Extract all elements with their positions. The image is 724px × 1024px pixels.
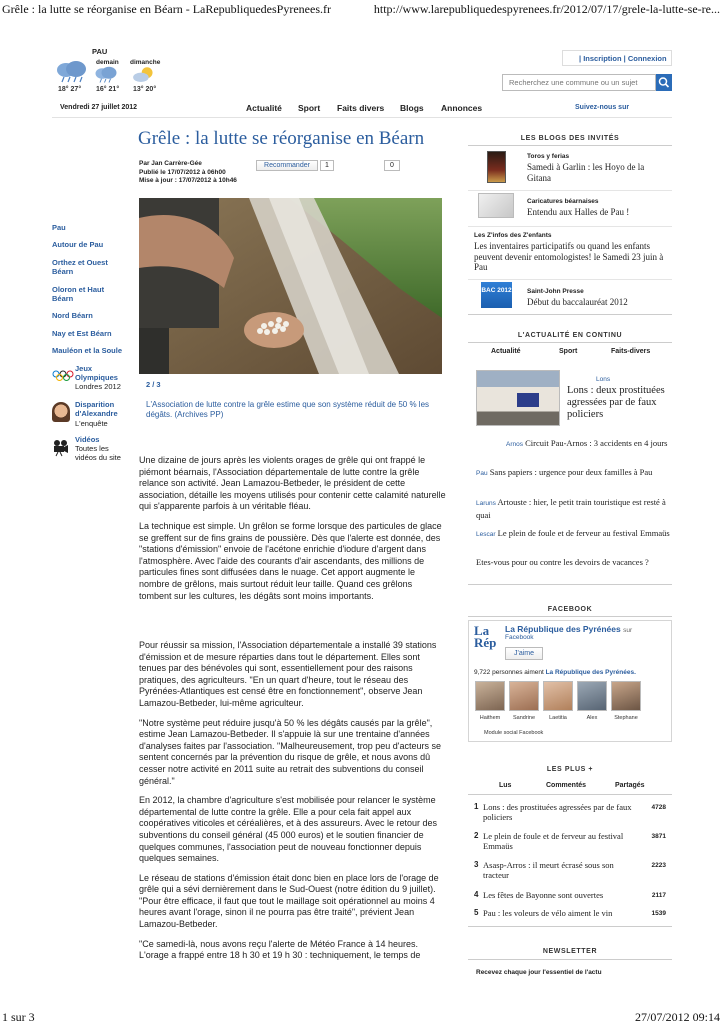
sun-cloud-icon (130, 65, 158, 85)
left-nav-item-nord-bearn[interactable]: Nord Béarn (52, 311, 93, 320)
blog-post-link[interactable]: Début du baccalauréat 2012 (527, 297, 628, 307)
promo-sub: Londres 2012 (75, 382, 121, 391)
section-rule (468, 959, 672, 960)
top-article-title: Pau : les voleurs de vélo aiment le vin (483, 908, 613, 918)
tab-faits-divers[interactable]: Faits-divers (611, 348, 651, 355)
fan-name: Laetitia (549, 715, 567, 721)
article-body-part-1 (139, 455, 447, 610)
left-nav-item-oloron[interactable]: Oloron et Haut Béarn (52, 285, 105, 303)
promo-sub: Toutes les vidéos du site (75, 444, 121, 462)
article-paragraph: "Ce samedi-là, nous avons reçu l'alerte de Météo France à 14 heures. L'orage a frappé entre 18 h 30 et 19 h 30 : techniquement, le temps de (139, 938, 421, 961)
fan-avatar[interactable] (611, 681, 641, 711)
caricature-thumbnail (478, 193, 514, 218)
feed-item-title: Le plein de foule et de ferveur au festival Emmaüs (497, 528, 670, 538)
promo-disparition[interactable]: Disparition d'Alexandre (75, 400, 118, 418)
print-footer-page: 1 sur 3 (2, 1010, 35, 1024)
tab-commentes[interactable]: Commentés (546, 782, 587, 789)
feed-item-poll[interactable]: Etes-vous pour ou contre les devoirs de vacances ? (476, 557, 649, 567)
promo-sub: L'enquête (75, 419, 108, 428)
tab-lus[interactable]: Lus (499, 782, 512, 789)
weather-temps: 18° 27° (58, 86, 82, 93)
facebook-title: FACEBOOK (547, 606, 593, 613)
top-article-count: 1539 (651, 910, 666, 917)
facebook-page-logo (474, 625, 496, 649)
promo-jeux-olympiques[interactable]: Jeux Olympiques (75, 364, 118, 382)
rain-cloud-icon (92, 66, 120, 84)
article-published: Publié le 17/07/2012 à 06h00 (139, 168, 226, 176)
article-paragraph: Pour réussir sa mission, l'Association départementale a installé 39 stations d'émission et de mesure réparties dans tout le département. Elles sont tenues par des bénévoles qui sont, essentiellement pour des raisons pratiques, des agriculteurs. "En un quart d'heure, tout le réseau des Pyrénées-Atlantiques est censé être en fonctionnement", observe Jean Lamazou-Betbeder, lui-même agriculteur. (139, 640, 437, 708)
nav-actualite[interactable]: Actualité (246, 103, 282, 113)
weather-day-label: dimanche (130, 59, 161, 66)
connexion-link[interactable]: Connexion (627, 54, 667, 63)
top-article-title: Asasp-Arros : il meurt écrasé sous son tracteur (483, 860, 614, 880)
fans-count: 9,722 (474, 669, 491, 676)
nav-sport[interactable]: Sport (298, 103, 321, 113)
newsletter-title: NEWSLETTER (542, 948, 598, 955)
promo-videos[interactable]: Vidéos (75, 435, 100, 444)
weather-day-label: demain (96, 59, 119, 66)
fan-name: Alex (586, 715, 598, 721)
top-article-count: 4728 (651, 804, 666, 811)
feed-location: Arnos (506, 441, 523, 448)
separator: | (623, 54, 626, 63)
article-title: Grêle : la lutte se réorganise en Béarn (138, 128, 425, 149)
top-article-title: Lons : des prostituées agressées par de faux policiers (483, 802, 632, 822)
feed-location: Laruns (476, 500, 496, 507)
section-rule (468, 584, 672, 585)
portrait-thumbnail (52, 402, 70, 422)
feed-location: Pau (476, 470, 488, 477)
rank-number: 5 (474, 908, 479, 917)
nav-annonces[interactable]: Annonces (441, 103, 483, 113)
follow-us-link[interactable]: Suivez-nous sur (575, 104, 630, 111)
article-updated: Mise à jour : 17/07/2012 à 10h46 (139, 177, 237, 184)
section-rule (468, 926, 672, 927)
rank-number: 3 (474, 860, 479, 869)
section-rule (468, 226, 672, 227)
blog-category: Les Z'infos des Z'enfants (474, 232, 552, 239)
article-paragraph: "Notre système peut réduire jusqu'à 50 % les dégâts causés par la grêle", estime Jean Lamazou-Betbeder. Il s'appuie là sur une trentaine d'années d'analyses faites par l'association. "Malheureusement, trop peu d'acteurs se sentent concernés par la prévention du risque de grêle, et nous avons dû cesser notre activité en 2011 suite au retrait des subventions du conseil général." (139, 717, 442, 786)
nav-divider (52, 117, 672, 118)
photo-counter: 2 / 3 (146, 380, 161, 389)
fan-avatar[interactable] (475, 681, 505, 711)
blog-post-link[interactable]: Samedi à Garlin : les Hoyo de la Gitana (527, 162, 645, 183)
top-article-count: 2223 (651, 862, 666, 869)
feed-item[interactable] (476, 467, 670, 480)
blog-category: Saint-John Presse (527, 288, 584, 295)
facebook-on: sur (623, 627, 633, 634)
account-links (562, 50, 672, 66)
recommend-count: 1 (320, 160, 334, 171)
recommend-button[interactable]: Recommander (256, 160, 318, 171)
search-icon (656, 74, 672, 91)
facebook-module-label: Module social Facebook (484, 730, 544, 736)
blog-category: Caricatures béarnaises (527, 198, 599, 205)
section-rule (468, 190, 672, 191)
tab-partages[interactable]: Partagés (615, 782, 645, 789)
fan-name: Haithem (479, 715, 501, 721)
video-camera-icon (52, 439, 70, 457)
print-header-title: Grêle : la lutte se réorganise en Béarn - LaRepubliquedesPyrenees.fr (2, 2, 331, 16)
article-paragraph: Une dizaine de jours après les violents orages de grêle qui ont frappé le piémont béarnais, l'Association départementale de lutte contre la grêle relance son activité. Jean Lamazou-Betbeder, le président de cette association, détaille les moyens utilisés pour contenir cette calamité naturelle qui s'apparente parfois à un véritable fléau. (139, 455, 446, 512)
blog-category: Toros y ferias (527, 153, 570, 160)
logo-line: La (474, 623, 490, 638)
rank-number: 1 (474, 802, 479, 811)
facebook-like-button[interactable]: J'aime (505, 647, 543, 660)
article-paragraph: En 2012, la chambre d'agriculture s'est mobilisée pour relancer le système départemental de lutte contre la grêle. Elle a pour cela fait appel aux coopératives viticoles et céréalières, et à des assureurs. Avec le retour des subventions du conseil général (45 000 euros) et le soutien financier de quelques communes, l'association peut de nouveau fonctionner depuis quelques semaines. (139, 795, 437, 864)
section-rule (468, 616, 672, 617)
article-paragraph: La technique est simple. Un grêlon se forme lorsque des particules de glace se greffent sur de fins grains de poussière. Dès que l'alerte est donnée, des "stations d'émission" envoie de l'acétone enrichie d'iodure d'argent dans l'atmosphère. Avec l'aide des courants d'air ascendants, des millions de particules fines sont diffusées dans le nuage. Cet apport augmente le nombre de grêlons, mais surtout réduit leur taille. Quand ces grêlons tombent sur les cultures, les dégâts sont moins importants. (139, 520, 442, 601)
feed-item-title: Circuit Pau-Arnos : 3 accidents en 4 jours (525, 438, 668, 448)
rank-number: 4 (474, 890, 479, 899)
fan-avatar[interactable] (543, 681, 573, 711)
section-rule (468, 279, 672, 280)
facebook-fans-text (474, 669, 668, 676)
left-nav-item-pau[interactable]: Pau (52, 223, 66, 232)
feed-item-title: Artouste : hier, le petit train touristique est resté à quai (476, 497, 666, 520)
search-button[interactable] (656, 74, 672, 91)
search-input[interactable] (502, 74, 656, 91)
share-count: 0 (384, 160, 400, 171)
print-header-url: http://www.larepubliquedespyrenees.fr/2012/07/17/grele-la-lutte-se-re... (373, 2, 720, 16)
nav-blogs[interactable]: Blogs (400, 103, 424, 113)
top-article-count: 3871 (651, 833, 666, 840)
bac-badge-thumbnail: BAC 2012 (481, 282, 512, 308)
fan-avatar[interactable] (509, 681, 539, 711)
top-articles-title: LES PLUS + (546, 766, 594, 773)
left-nav-item-nay[interactable]: Nay et Est Béarn (52, 329, 112, 338)
fan-avatar[interactable] (577, 681, 607, 711)
article-photo[interactable] (139, 198, 442, 374)
top-article-title: Le plein de foule et de ferveur au festival Emmaüs (483, 831, 624, 851)
section-rule (468, 145, 672, 146)
current-date: Vendredi 27 juillet 2012 (60, 104, 138, 111)
fan-name: Stephane (614, 715, 638, 721)
nav-faits-divers[interactable]: Faits divers (337, 103, 385, 113)
blog-post-link[interactable]: Les inventaires participatifs ou quand les enfants peuvent devenir entomologistes! le Samedi 23 juin à Pau (474, 241, 664, 272)
article-paragraph: Le réseau de stations d'émission était donc bien en place lors de l'orage de grêle qui a sévi dernièrement dans le Sud-Ouest (notre édition du 9 juillet). "Pour être efficace, il faut que tout le maillage soit opérationnel au moins 4 heures avant l'orage, sinon il ne pourra pas être traité", prévient Jean Lamazou-Betbeder. (139, 872, 439, 930)
tab-sport[interactable]: Sport (559, 348, 578, 355)
feed-item[interactable] (476, 528, 670, 541)
building-photo-thumbnail (476, 370, 560, 426)
feed-lead-link[interactable]: Lons : deux prostituées agressées par de faux policiers (567, 385, 665, 420)
separator: | (579, 54, 582, 63)
top-article-count: 2117 (651, 892, 666, 899)
left-nav-item-autour-de-pau[interactable]: Autour de Pau (52, 240, 104, 249)
article-byline: Par Jan Carrère-Gée (139, 160, 202, 167)
blog-post-link[interactable]: Entendu aux Halles de Pau ! (527, 207, 630, 217)
weather-temps: 13° 20° (133, 86, 157, 93)
logo-line: Rép (474, 635, 497, 650)
feed-location: Lescar (476, 531, 496, 538)
feed-location: Lons (596, 376, 611, 383)
newsletter-text: Recevez chaque jour l'essentiel de l'actu (476, 969, 602, 976)
left-nav-item-orthez[interactable]: Orthez et Ouest Béarn (52, 258, 108, 276)
rank-number: 2 (474, 831, 479, 840)
live-news-title: L'ACTUALITÉ EN CONTINU (517, 332, 623, 339)
hail-photo (139, 198, 442, 374)
book-cover-thumbnail (487, 151, 506, 183)
top-article-title: Les fêtes de Bayonne sont ouvertes (483, 890, 604, 900)
left-nav-item-mauleon[interactable]: Mauléon et la Soule (52, 346, 123, 355)
tab-actualite[interactable]: Actualité (491, 348, 521, 355)
article-meta (139, 160, 237, 186)
olympic-rings-icon (52, 370, 74, 382)
rain-cloud-icon (54, 60, 90, 84)
facebook-network: Facebook (505, 634, 534, 641)
feed-item[interactable] (476, 438, 670, 451)
section-rule (468, 794, 672, 795)
inscription-link[interactable]: Inscription (583, 54, 622, 63)
weather-city: PAU (92, 47, 108, 56)
weather-temps: 16° 21° (96, 86, 120, 93)
photo-caption: L'Association de lutte contre la grêle estime que son système réduit de 50 % les dégâts. (Archives PP) (146, 400, 430, 419)
fan-name: Sandrine (512, 715, 536, 721)
print-footer-datetime: 27/07/2012 09:14 (634, 1010, 720, 1024)
feed-item[interactable] (476, 497, 670, 520)
section-rule (468, 342, 672, 343)
article-body-part-2 (139, 640, 447, 970)
facebook-page-name[interactable]: La République des Pyrénées (505, 624, 621, 634)
feed-item-title: Sans papiers : urgence pour deux familles à Pau (489, 467, 653, 477)
fans-page-name: La République des Pyrénées. (545, 669, 636, 676)
fans-label: personnes aiment (492, 669, 544, 676)
guest-blogs-title: LES BLOGS DES INVITÉS (520, 135, 620, 142)
section-rule (468, 314, 672, 315)
